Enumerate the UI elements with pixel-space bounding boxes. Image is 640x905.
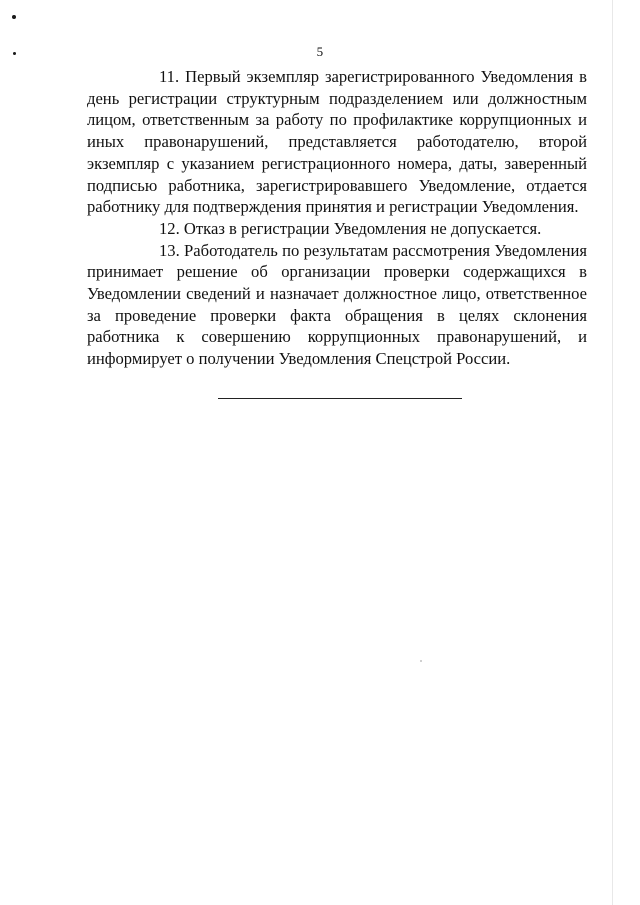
paragraph-11 xyxy=(87,66,587,218)
paragraph-text: Отказ в регистрации Уведомления не допускается. xyxy=(183,218,542,238)
document-body xyxy=(87,66,587,370)
paragraph-13 xyxy=(87,240,587,370)
paragraph-number: 12. xyxy=(159,218,180,238)
scan-artifact-dot xyxy=(12,15,16,19)
paragraph-12 xyxy=(87,218,587,240)
paragraph-text: Работодатель по результатам рассмотрения Уведомления принимает решение об организации проверки содержащихся в Уведомлении сведений и назначает должностное лицо, ответственное за проведение проверки факта обращения в целях склонения работника к совершению коррупционных правонарушений, и информирует о получении Уведомления Спецстрой России. xyxy=(87,240,587,369)
end-of-text-divider xyxy=(218,398,462,399)
scan-speck xyxy=(420,660,422,662)
page-edge-shadow xyxy=(612,0,613,905)
paragraph-text: Первый экземпляр зарегистрированного Уведомления в день регистрации структурным подразделением или должностным лицом, ответственным за работу по профилактике коррупционных и иных правонарушений, представляется работодателю, второй экземпляр с указанием регистрационного номера, даты, заверенный подписью работника, зарегистрировавшего Уведомление, отдается работнику для подтверждения принятия и регистрации Уведомления. xyxy=(87,67,587,217)
page-number: 5 xyxy=(316,44,324,59)
paragraph-number: 11. xyxy=(159,67,180,86)
paragraph-number: 13. xyxy=(159,240,180,260)
